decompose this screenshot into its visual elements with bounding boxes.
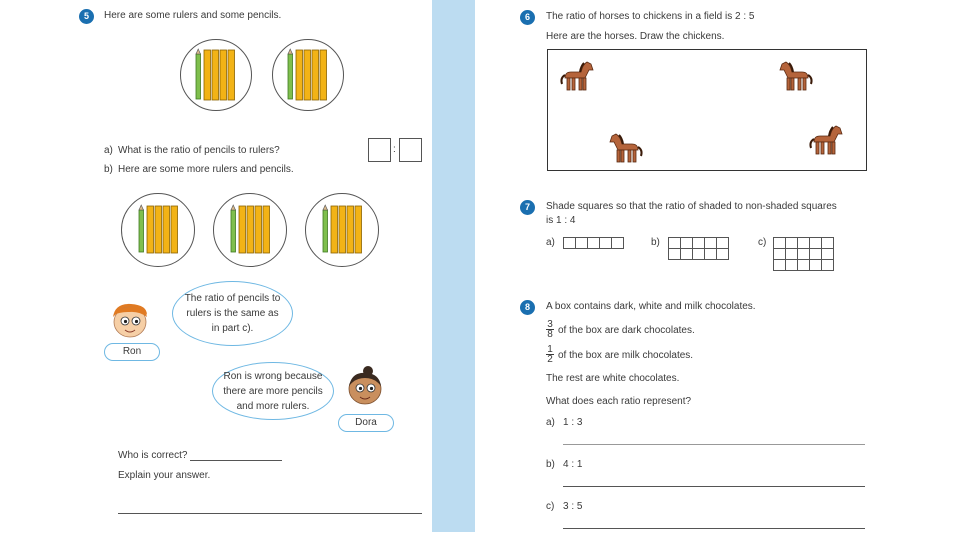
answer-line-8b[interactable] [563, 486, 865, 487]
ratio-answer-box-left[interactable] [368, 138, 391, 162]
ruler-pencil-group [305, 193, 379, 267]
horse-field-box[interactable] [547, 49, 867, 171]
question-6-title: The ratio of horses to chickens in a field is 2 : 5 [546, 11, 755, 22]
pencil [231, 205, 236, 252]
ratio-answer-box-right[interactable] [399, 138, 422, 162]
question-6-number: 6 [520, 10, 535, 25]
pencil [196, 49, 201, 99]
shading-grid-a[interactable] [563, 237, 624, 249]
question-8-number: 8 [520, 300, 535, 315]
question-5-number: 5 [79, 9, 94, 24]
dora-name-tag: Dora [338, 414, 394, 432]
horse-icon [808, 122, 844, 156]
fraction-denominator: 8 [547, 329, 553, 340]
answer-line-8a[interactable] [563, 444, 865, 445]
question-7-number: 7 [520, 200, 535, 215]
dark-chocolates-text: of the box are dark chocolates. [558, 325, 695, 336]
ruler [147, 206, 154, 253]
horse-icon [608, 130, 644, 164]
page-gutter [432, 0, 475, 532]
question-7b-label: b) [651, 237, 660, 248]
question-7a-label: a) [546, 237, 555, 248]
explain-answer-line[interactable] [118, 513, 422, 514]
ruler [347, 206, 354, 253]
fraction-three-eighths [546, 320, 554, 339]
question-8-title: A box contains dark, white and milk chocolates. [546, 301, 756, 312]
pencil [139, 205, 144, 252]
ron-speech-text: The ratio of pencils to rulers is the same as in part c). [184, 293, 281, 334]
ruler [171, 206, 178, 253]
fraction-one-half [546, 345, 554, 364]
ruler [204, 50, 211, 100]
ruler [263, 206, 270, 253]
question-5b-text: Here are some more rulers and pencils. [118, 164, 294, 175]
ruler [255, 206, 262, 253]
question-8b-label: b) [546, 459, 555, 470]
rulers-and-pencil-illustration [273, 40, 343, 110]
ruler-pencil-group [272, 39, 344, 111]
fraction-denominator: 2 [547, 354, 553, 365]
question-6-subtitle: Here are the horses. Draw the chickens. [546, 31, 725, 42]
ruler-pencil-group [213, 193, 287, 267]
right-page [510, 0, 890, 540]
question-8a-label: a) [546, 417, 555, 428]
ruler [220, 50, 227, 100]
ruler [355, 206, 362, 253]
rulers-and-pencil-illustration [214, 194, 286, 266]
ratio-separator: : [393, 144, 396, 155]
question-7c-label: c) [758, 237, 767, 248]
ruler [247, 206, 254, 253]
question-5a-label: a) [104, 145, 113, 156]
shading-grid-c[interactable] [773, 237, 834, 271]
horse-icon [778, 58, 814, 92]
question-8a-ratio: 1 : 3 [563, 417, 583, 428]
ruler [163, 206, 170, 253]
who-is-correct-answer-line[interactable] [190, 460, 282, 461]
question-7-title-line2: is 1 : 4 [546, 215, 576, 226]
ruler [212, 50, 219, 100]
pencil [323, 205, 328, 252]
fraction-numerator: 1 [547, 344, 553, 355]
ruler [228, 50, 235, 100]
dora-face-icon [342, 366, 388, 408]
horse-icon [559, 58, 595, 92]
question-8c-ratio: 3 : 5 [563, 501, 583, 512]
pencil [288, 49, 293, 99]
ruler [320, 50, 327, 100]
dora-speech-text: Ron is wrong because there are more pencils and more rulers. [223, 370, 323, 412]
ron-name-tag: Ron [104, 343, 160, 361]
ruler-pencil-group [121, 193, 195, 267]
question-8c-label: c) [546, 501, 555, 512]
shading-grid-b[interactable] [668, 237, 729, 260]
question-8-prompt: What does each ratio represent? [546, 396, 692, 407]
white-chocolates-text: The rest are white chocolates. [546, 373, 680, 384]
rulers-and-pencil-illustration [181, 40, 251, 110]
ruler [304, 50, 311, 100]
fraction-numerator: 3 [547, 319, 553, 330]
question-7-title-line1: Shade squares so that the ratio of shaded to non-shaded squares [546, 201, 837, 212]
who-is-correct-text: Who is correct? [118, 450, 188, 461]
rulers-and-pencil-illustration [122, 194, 194, 266]
ruler [331, 206, 338, 253]
question-5b-label: b) [104, 164, 113, 175]
left-page [83, 0, 430, 540]
ruler [339, 206, 346, 253]
ruler [155, 206, 162, 253]
milk-chocolates-text: of the box are milk chocolates. [558, 350, 694, 361]
question-8b-ratio: 4 : 1 [563, 459, 583, 470]
ruler-pencil-group [180, 39, 252, 111]
ron-speech-bubble [172, 281, 293, 346]
question-5-title: Here are some rulers and some pencils. [104, 10, 282, 21]
answer-line-8c[interactable] [563, 528, 865, 529]
rulers-and-pencil-illustration [306, 194, 378, 266]
ruler [239, 206, 246, 253]
ruler [312, 50, 319, 100]
explain-answer-text: Explain your answer. [118, 470, 211, 481]
question-5a-text: What is the ratio of pencils to rulers? [118, 145, 280, 156]
dora-speech-bubble [212, 362, 334, 420]
ron-face-icon [107, 301, 153, 341]
ruler [296, 50, 303, 100]
